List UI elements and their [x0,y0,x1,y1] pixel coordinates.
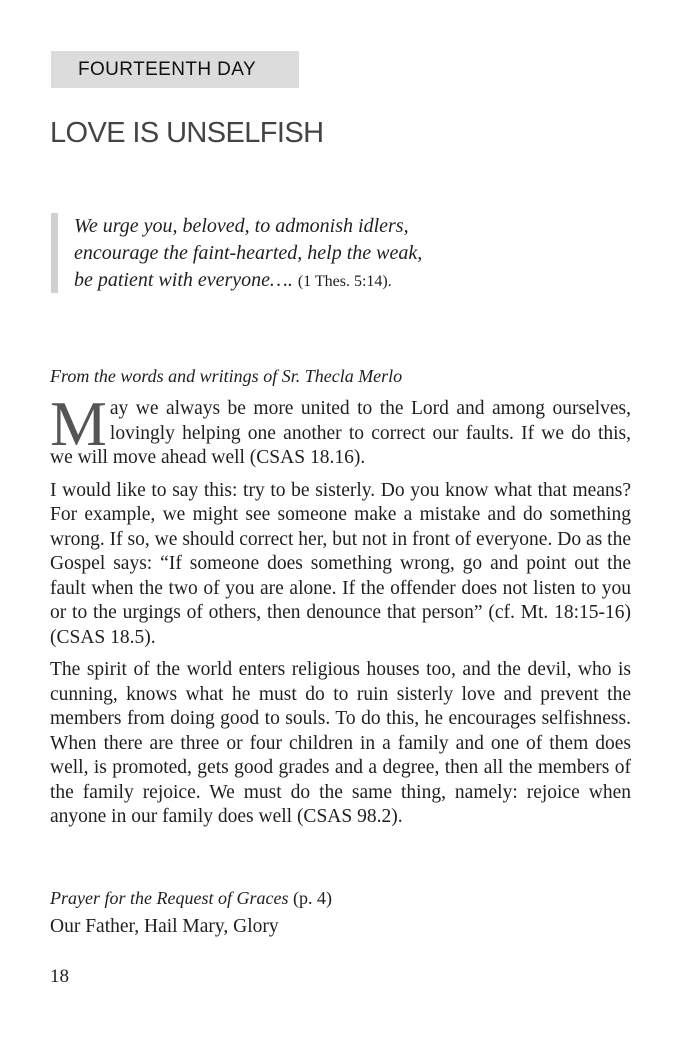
epigraph-line-2: encourage the faint-hearted, help the weak, [74,242,423,264]
paragraph-2: I would like to say this: try to be sisterly. Do you know what that means? For example, we might see someone make a mistake and do something wrong. If so, we should correct her, but not in front of everyone. Do as the Gospel says: “If someone does something wrong, go and point out the fault when the two of you are alone. If the offender does not listen to you or to the urgings of others, then denounce that person” (cf. Mt. 18:15-16) (CSAS 18.5). [50,479,631,648]
paragraph-1 [50,388,631,471]
chapter-title: LOVE IS UNSELFISH [50,117,324,149]
day-label: FOURTEENTH DAY [78,59,257,80]
epigraph-line-3-text: be patient with everyone…. [74,269,298,291]
epigraph-bar [51,213,58,293]
prayer-reference [50,888,332,909]
prayer-closing: Our Father, Hail Mary, Glory [50,916,279,937]
paragraph-3: The spirit of the world enters religious houses too, and the devil, who is cunning, knows what he must do to ruin sisterly love and prevent the members from doing good to souls. To do this, he encourages selfishness. When there are three or four children in a family and one of them does well, is promoted, gets good grades and a degree, then all the members of the family rejoice. We must do the same thing, namely: rejoice when anyone in our family does well (CSAS 98.2). [50,659,631,827]
prayer-page-ref: (p. 4) [288,888,332,908]
body-text [50,388,631,830]
drop-cap: M [50,388,107,459]
paragraph-1-text: ay we always be more united to the Lord and among ourselves, lovingly helping one another to correct our faults. If we do this, we will move ahead well (CSAS 18.16). [50,398,631,468]
page-number: 18 [50,966,69,987]
epigraph-line-3 [74,267,494,295]
epigraph-citation: (1 Thes. 5:14). [297,273,392,290]
day-banner [51,51,299,88]
source-heading: From the words and writings of Sr. Thecla Merlo [50,366,403,386]
epigraph-line-1: We urge you, beloved, to admonish idlers, [74,215,409,237]
prayer-title: Prayer for the Request of Graces [50,888,289,908]
epigraph [74,213,494,295]
